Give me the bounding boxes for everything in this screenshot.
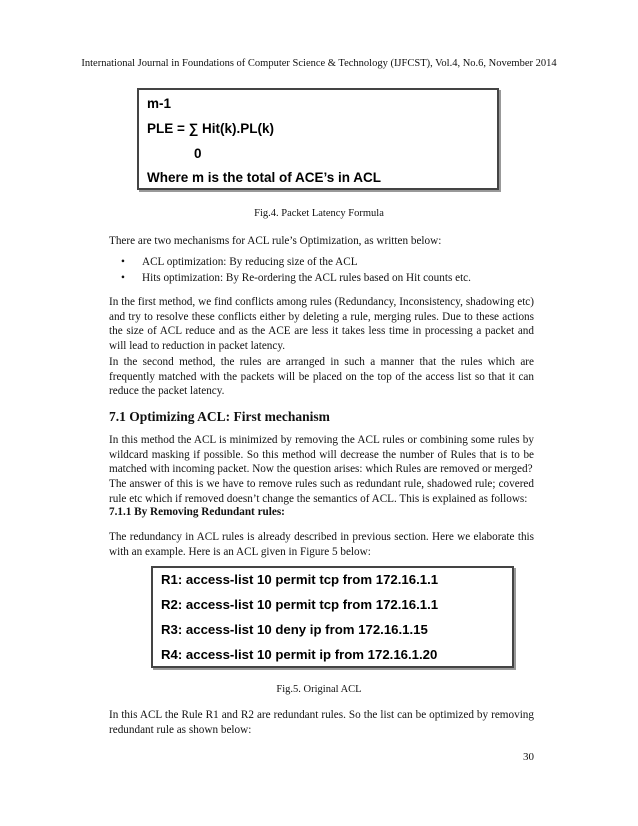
closing-paragraph: In this ACL the Rule R1 and R2 are redundant rules. So the list can be optimized by removing redundant rule as shown below: [109,709,534,736]
second-method-paragraph: In the second method, the rules are arranged in such a manner that the rules which are frequently matched with the packets will be placed on the top of the access list so that it can reduce the packet latency. [109,356,534,398]
formula-where-clause: Where m is the total of ACE’s in ACL [147,170,382,185]
intro-paragraph: There are two mechanisms for ACL rule’s Optimization, as written below: [109,235,442,247]
acl-rule-r1: R1: access-list 10 permit tcp from 172.16.1.1 [161,572,439,587]
acl-rule-r3: R3: access-list 10 deny ip from 172.16.1.15 [161,622,428,637]
fig4-caption: Fig.4. Packet Latency Formula [254,208,384,219]
section-heading: 7.1 Optimizing ACL: First mechanism [109,409,330,424]
acl-rule-r2: R2: access-list 10 permit tcp from 172.16.1.1 [161,597,439,612]
first-method-paragraph: In the first method, we find conflicts among rules (Redundancy, Inconsistency, shadowing etc) and try to resolve these conflicts either by deleting a rule, merging rules. Due to these actions the size of ACL reduce and as the ACE are less it takes less time in processing a packet and will lead to reduction in packet latency. [109,296,534,352]
page-number: 30 [523,751,534,763]
section-paragraph-continued: The answer of this is we have to remove rules such as redundant rule, shadowed rule; covered rule etc which if removed doesn’t change the semantics of ACL. This is explained as follows: [109,478,534,505]
section-paragraph: In this method the ACL is minimized by removing the ACL rules or combining some rules by wildcard masking if possible. So this method will decrease the number of Rules that is to be matched with incoming packet. Now the question arises: which Rules are removed or merged? [109,434,534,476]
journal-header: International Journal in Foundations of Computer Science & Technology (IJFCST), Vol.4, No.6, November 2014 [81,58,557,69]
list-item [118,270,471,286]
mechanisms-list [118,254,471,286]
bullet-icon: • [121,272,125,284]
formula-equation: PLE = ∑ Hit(k).PL(k) [147,121,275,136]
list-item [118,254,471,270]
formula-lower-limit: 0 [194,146,202,161]
acl-rule-r4: R4: access-list 10 permit ip from 172.16.1.20 [161,647,438,662]
list-item-text: Hits optimization: By Re-ordering the ACL rules based on Hit counts etc. [142,272,471,284]
formula-upper-limit: m-1 [147,96,172,111]
bullet-icon: • [121,256,125,268]
packet-latency-formula-box [137,88,499,190]
subsection-paragraph: The redundancy in ACL rules is already described in previous section. Here we elaborate this with an example. Here is an ACL given in Figure 5 below: [109,531,534,558]
subsection-heading: 7.1.1 By Removing Redundant rules: [109,506,285,518]
list-item-text: ACL optimization: By reducing size of the ACL [142,256,358,268]
original-acl-box [151,566,514,668]
fig5-caption: Fig.5. Original ACL [276,684,362,695]
